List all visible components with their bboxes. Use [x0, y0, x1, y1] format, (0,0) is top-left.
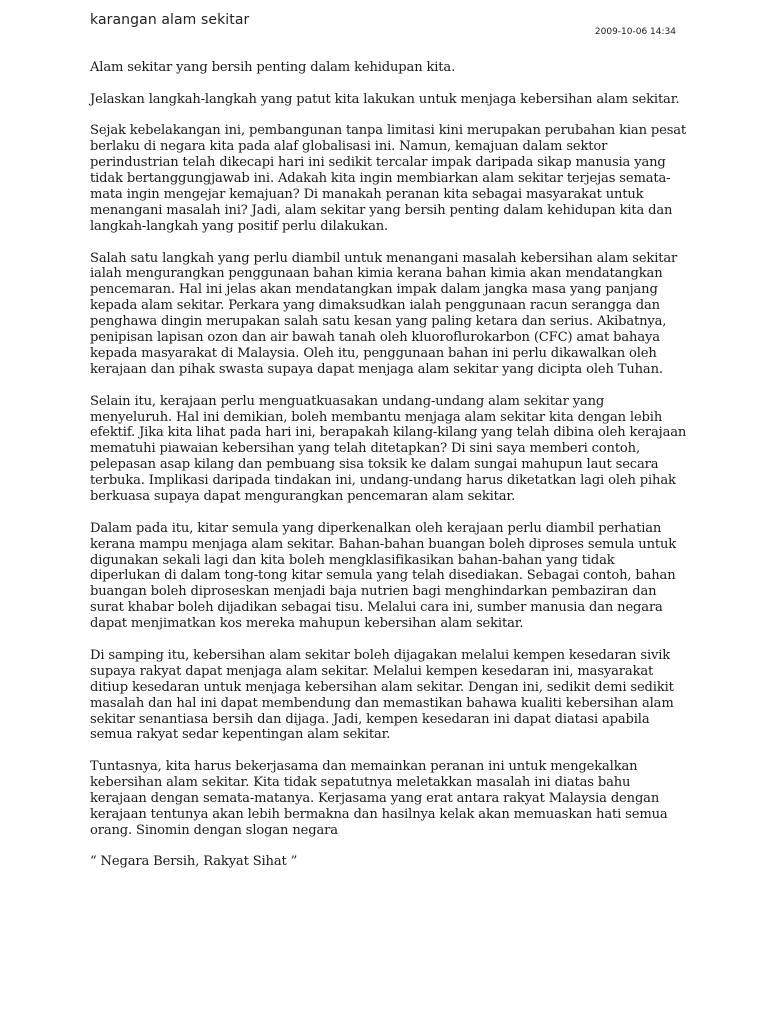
essay-paragraph-point-3: Dalam pada itu, kitar semula yang diperkenalkan oleh kerajaan perlu diambil perhatian kerana mampu menjaga alam sekitar. Bahan-bahan buangan boleh diproses semula untuk digunakan sekali lagi dan kita boleh mengklasifikasikan bahan-bahan yang tidak diperlukan di dalam tong-tong kitar semula yang telah disediakan. Sebagai contoh, bahan buangan boleh diproseskan menjadi baja nutrien bagi menghindarkan pembaziran dan surat khabar boleh dijadikan sebagai tisu. Melalui cara ini, sumber manusia dan negara dapat menjimatkan kos mereka mahupun kebersihan alam sekitar.: [90, 520, 677, 632]
document-header-datetime: 2009-10-06 14:34: [594, 27, 676, 37]
essay-paragraph-intro: Sejak kebelakangan ini, pembangunan tanpa limitasi kini merupakan perubahan kian pesat berlaku di negara kita pada alaf globalisasi ini. Namun, kemajuan dalam sektor perindustrian telah dikecapi hari ini sedikit tercalar impak daripada sikap manusia yang tidak bertanggungjawab ini. Adakah kita ingin membiarkan alam sekitar terjejas semata-mata ingin mengejar kemajuan? Di manakah peranan kita sebagai masyarakat untuk menangani masalah ini? Jadi, alam sekitar yang bersih penting dalam kehidupan kita dan langkah-langkah yang positif perlu dilakukan.: [90, 123, 687, 234]
essay-paragraph-conclusion: Tuntasnya, kita harus bekerjasama dan memainkan peranan ini untuk mengekalkan kebersihan alam sekitar. Kita tidak sepatutnya meletakkan masalah ini diatas bahu kerajaan dengan semata-matanya. Kerjasama yang erat antara rakyat Malaysia dengan kerajaan tentunya akan lebih bermakna dan hasilnya kelak akan memuaskan hati semua orang. Sinomin dengan slogan negara: [90, 759, 668, 838]
document-header-title: karangan alam sekitar: [90, 12, 250, 28]
essay-slogan: “ Negara Bersih, Rakyat Sihat ”: [90, 854, 298, 870]
essay-paragraph-point-2: Selain itu, kerajaan perlu menguatkuasakan undang-undang alam sekitar yang menyeluruh. Hal ini demikian, boleh membantu menjaga alam sekitar kita dengan lebih efektif. Jika kita lihat pada hari ini, berapakah kilang-kilang yang telah dibina oleh kerajaan mematuhi piawaian kebersihan yang telah ditetapkan? Di sini saya memberi contoh, pelepasan asap kilang dan pembuang sisa toksik ke dalam sungai mahupun laut secara terbuka. Implikasi daripada tindakan ini, undang-undang harus diketatkan lagi oleh pihak berkuasa supaya dapat mengurangkan pencemaran alam sekitar.: [90, 393, 687, 505]
essay-paragraph-point-4: Di samping itu, kebersihan alam sekitar boleh dijagakan melalui kempen kesedaran sivik supaya rakyat dapat menjaga alam sekitar. Melalui kempen kesedaran ini, masyarakat ditiup kesedaran untuk menjaga kebersihan alam sekitar. Dengan ini, sedikit demi sedikit masalah dan hal ini dapat membendung dan memastikan bahawa kualiti kebersihan alam sekitar senantiasa bersih dan dijaga. Jadi, kempen kesedaran ini dapat diatasi apabila semua rakyat sedar kepentingan alam sekitar.: [90, 647, 674, 743]
essay-question: Jelaskan langkah-langkah yang patut kita lakukan untuk menjaga kebersihan alam sekitar.: [90, 91, 680, 107]
document-body: [90, 60, 688, 886]
essay-title-line: Alam sekitar yang bersih penting dalam kehidupan kita.: [90, 60, 456, 75]
essay-paragraph-point-1: Salah satu langkah yang perlu diambil untuk menangani masalah kebersihan alam sekitar ialah mengurangkan penggunaan bahan kimia kerana bahan kimia akan mendatangkan pencemaran. Hal ini jelas akan mendatangkan impak dalam jangka masa yang panjang kepada alam sekitar. Perkara yang dimaksudkan ialah penggunaan racun serangga dan penghawa dingin merupakan salah satu kesan yang paling ketara dan serius. Akibatnya, penipisan lapisan ozon dan air bawah tanah oleh kluoroflurokarbon (CFC) amat bahaya kepada masyarakat di Malaysia. Oleh itu, penggunaan bahan ini perlu dikawalkan oleh kerajaan dan pihak swasta supaya dapat menjaga alam sekitar yang dicipta oleh Tuhan.: [90, 250, 678, 377]
